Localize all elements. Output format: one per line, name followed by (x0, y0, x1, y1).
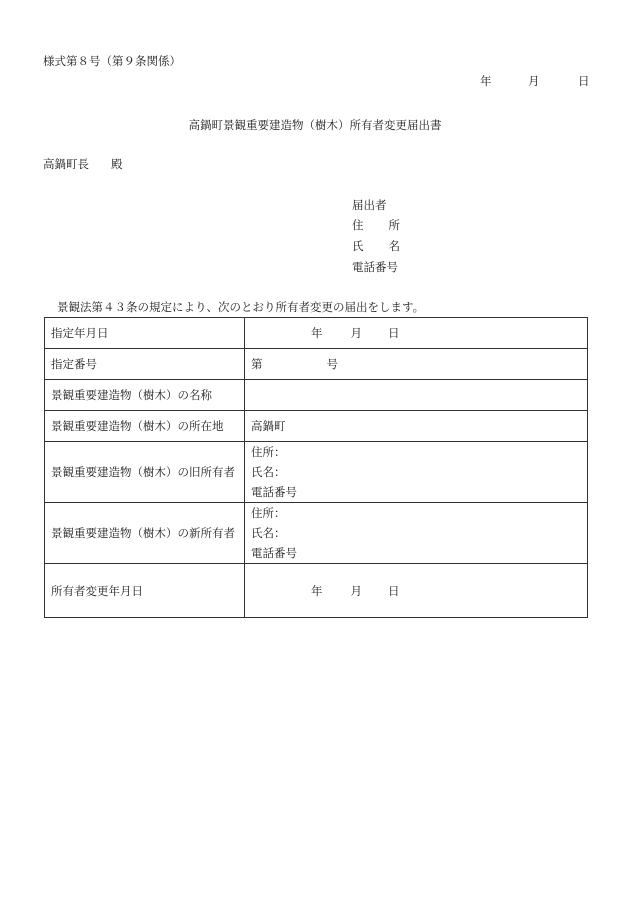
table-row (45, 380, 588, 411)
previous-owner-address: 住所： (251, 445, 286, 459)
previous-owner-phone: 電話番号 (251, 485, 297, 499)
table-row (45, 564, 588, 618)
notifier-phone-label: 電話番号 (352, 260, 398, 274)
notifier-name-label: 氏 名 (352, 239, 400, 253)
new-owner-field[interactable] (245, 503, 588, 564)
designation-number-label: 指定番号 (45, 349, 245, 380)
designation-date-field[interactable]: 年 月 日 (245, 318, 588, 349)
table-row (45, 442, 588, 503)
owner-change-date-label: 所有者変更年月日 (45, 564, 245, 618)
structure-name-field[interactable] (245, 380, 588, 411)
new-owner-name: 氏名： (251, 526, 286, 540)
new-owner-address: 住所： (251, 506, 286, 520)
designation-date-label: 指定年月日 (45, 318, 245, 349)
new-owner-phone: 電話番号 (251, 546, 297, 560)
notifier-address-label: 住 所 (352, 218, 400, 232)
notifier-label: 届出者 (352, 198, 387, 212)
table-row (45, 411, 588, 442)
form-number: 様式第８号（第９条関係） (43, 54, 181, 68)
designation-number-field[interactable]: 第 号 (245, 349, 588, 380)
new-owner-label: 景観重要建造物（樹木）の新所有者 (45, 503, 245, 564)
addressee-name: 高鍋町長 (43, 157, 89, 171)
previous-owner-name: 氏名： (251, 465, 286, 479)
structure-name-label: 景観重要建造物（樹木）の名称 (45, 380, 245, 411)
document-title: 高鍋町景観重要建造物（樹木）所有者変更届出書 (188, 118, 442, 132)
owner-change-date-field[interactable]: 年 月 日 (245, 564, 588, 618)
header-date-day: 日 (578, 74, 590, 88)
previous-owner-label: 景観重要建造物（樹木）の旧所有者 (45, 442, 245, 503)
table-row (45, 503, 588, 564)
addressee-honorific: 殿 (111, 157, 123, 171)
table-row (45, 318, 588, 349)
addressee (43, 156, 123, 172)
header-date-year: 年 (480, 74, 492, 88)
table-row (45, 349, 588, 380)
notification-table (44, 317, 588, 618)
previous-owner-field[interactable] (245, 442, 588, 503)
header-date-month: 月 (528, 74, 540, 88)
structure-location-field[interactable]: 高鍋町 (245, 411, 588, 442)
intro-statement: 景観法第４３条の規定により、次のとおり所有者変更の届出をします。 (57, 300, 425, 314)
structure-location-label: 景観重要建造物（樹木）の所在地 (45, 411, 245, 442)
